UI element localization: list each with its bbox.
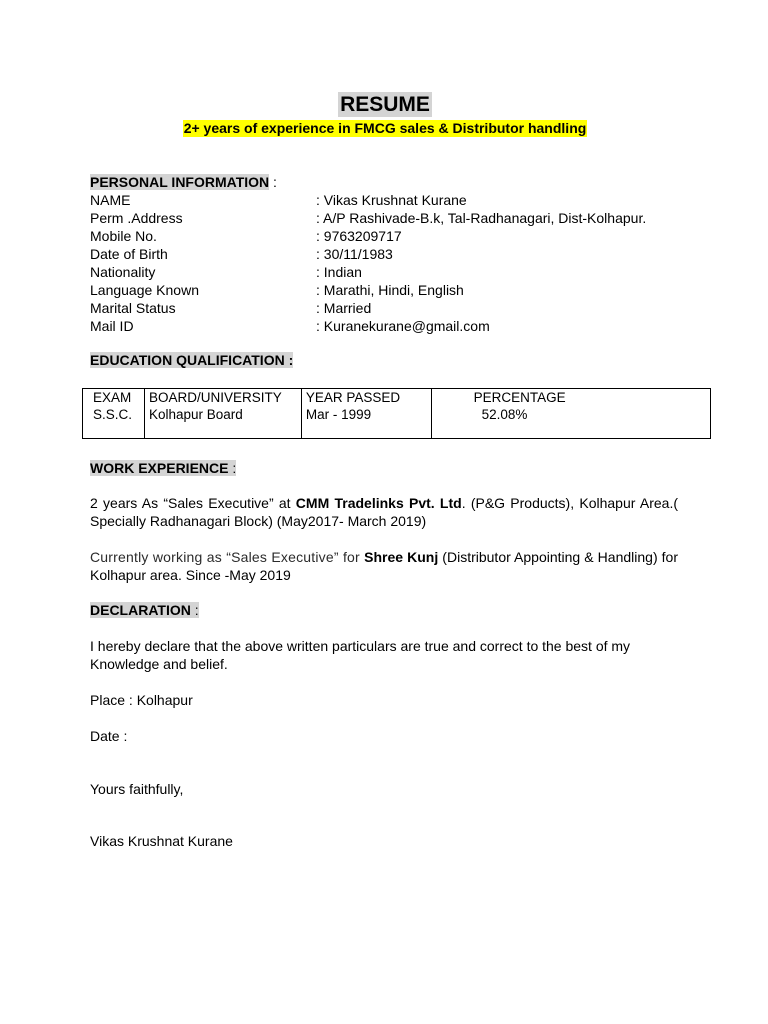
resume-title: RESUME	[340, 93, 430, 116]
education-table-header	[83, 389, 711, 407]
declaration-text: I hereby declare that the above written particulars are true and correct to the best of my Knowledge and belief.	[90, 638, 631, 672]
work-experience-paragraph-1: 2 years As “Sales Executive” at CMM Tradelinks Pvt. Ltd. (P&G Products), Kolhapur Area.( Specially Radhanagari Block) (May2017- March 2019)	[90, 495, 678, 529]
signature-name: Vikas Krushnat Kurane	[90, 833, 233, 849]
resume-subtitle: 2+ years of experience in FMCG sales & Distributor handling	[183, 120, 587, 136]
company-name-shree-kunj: Shree Kunj	[364, 549, 439, 565]
col-header-board: BOARD/UNIVERSITY	[144, 389, 301, 407]
date-line: Date :	[90, 728, 128, 744]
company-name-cmm: CMM Tradelinks Pvt. Ltd	[295, 495, 462, 511]
education-table	[82, 388, 711, 439]
work-experience-heading: WORK EXPERIENCE :	[90, 460, 237, 476]
education-heading: EDUCATION QUALIFICATION :	[90, 352, 294, 368]
cell-year: Mar - 1999	[301, 406, 431, 439]
personal-info-heading-text: PERSONAL INFORMATION	[90, 174, 270, 190]
cell-board: Kolhapur Board	[144, 406, 301, 439]
work-experience-paragraph-2: Currently working as “Sales Executive” for Shree Kunj (Distributor Appointing & Handling) for Kolhapur area. Since -May 2019	[90, 549, 678, 583]
col-header-exam: EXAM	[83, 389, 145, 407]
cell-exam: S.S.C.	[83, 406, 145, 439]
closing-line: Yours faithfully,	[90, 781, 184, 797]
declaration-heading: DECLARATION :	[90, 602, 199, 618]
col-header-percentage: PERCENTAGE	[431, 389, 710, 407]
cell-percentage: 52.08%	[431, 406, 710, 439]
place-line: Place : Kolhapur	[90, 692, 193, 708]
personal-info-heading: PERSONAL INFORMATION :	[90, 174, 277, 190]
col-header-year: YEAR PASSED	[301, 389, 431, 407]
table-row	[83, 406, 711, 439]
